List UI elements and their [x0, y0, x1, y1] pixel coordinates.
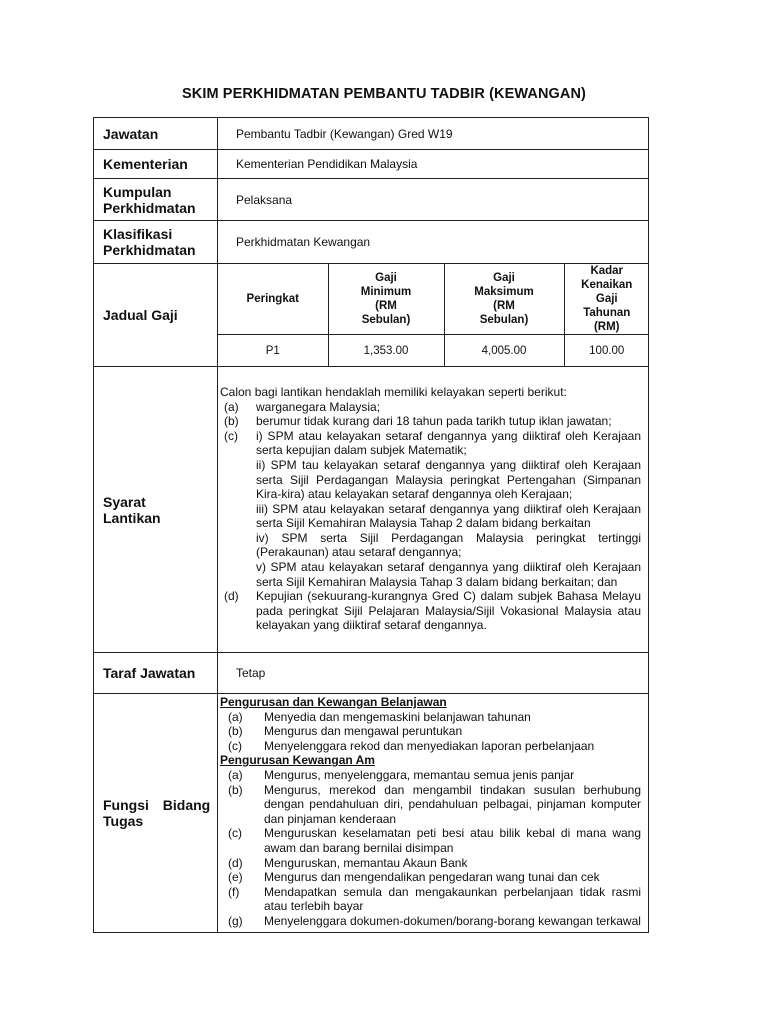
- syarat-intro: Calon bagi lantikan hendaklah memiliki kelayakan seperti berikut:: [220, 384, 567, 399]
- label-syarat-line2: Lantikan: [103, 509, 161, 526]
- syarat-text-a: warganegara Malaysia;: [256, 399, 381, 414]
- fungsi-item: [220, 710, 641, 725]
- fungsi-group-1: [220, 710, 641, 754]
- value-taraf-jawatan: Tetap: [218, 653, 649, 694]
- fungsi-item-text: Mendapatkan semula dan mengakaunkan perbelanjaan tidak rasmi atau terlebih bayar: [264, 884, 641, 914]
- syarat-marker-a: (a): [224, 399, 239, 414]
- fungsi-list: [218, 694, 648, 932]
- syarat-marker-c: (c): [224, 428, 238, 443]
- header-kadar-kenaikan: [564, 264, 649, 335]
- label-jadual-gaji: Jadual Gaji: [94, 264, 218, 367]
- fungsi-item: [220, 739, 641, 754]
- value-klasifikasi: Perkhidmatan Kewangan: [218, 221, 649, 264]
- fungsi-item-text: Menguruskan keselamatan peti besi atau bilik kebal di mana wang awam dan barang bernilai disimpan: [264, 826, 641, 855]
- syarat-c-iv: iv) SPM serta Sijil Perdagangan Malaysia peringkat tertinggi (Perakaunan) atau setaraf dengannya;: [256, 530, 641, 560]
- fungsi-item-marker: (b): [228, 782, 243, 797]
- header-kadar-l2: Kenaikan: [581, 279, 633, 291]
- row-jadual-gaji: [94, 264, 649, 367]
- label-fungsi: [94, 694, 218, 933]
- fungsi-item: [220, 768, 641, 783]
- fungsi-item: [220, 914, 641, 929]
- fungsi-heading-2: Pengurusan Kewangan Am: [220, 753, 375, 768]
- fungsi-item-marker: (d): [228, 855, 243, 870]
- fungsi-item-marker: (c): [228, 826, 242, 841]
- fungsi-item: [220, 783, 641, 827]
- fungsi-item-marker: (e): [228, 870, 243, 885]
- label-syarat-line1: Syarat: [103, 493, 146, 510]
- label-fungsi-line1: Fungsi Bidang: [103, 796, 211, 813]
- fungsi-item-text: Mengurus, menyelenggara, memantau semua jenis panjar: [264, 767, 575, 782]
- syarat-item-d: [220, 589, 641, 633]
- document-title: SKIM PERKHIDMATAN PEMBANTU TADBIR (KEWANGAN): [182, 86, 586, 102]
- syarat-c-ii: ii) SPM tau kelayakan setaraf dengannya yang diiktiraf oleh Kerajaan serta Sijil Perdagangan Malaysia peringkat Pertengahan (Simpanan Kira-kira) atau kelayakan setaraf dengannya oleh Kerajaan;: [256, 457, 641, 502]
- fungsi-item-text: Menyelenggara dokumen-dokumen/borang-borang kewangan terkawal: [264, 913, 641, 928]
- fungsi-item: [220, 826, 641, 855]
- fungsi-item-text: Menyedia dan mengemaskini belanjawan tahunan: [264, 709, 531, 724]
- header-gaji-minimum-l1: Gaji: [375, 272, 397, 284]
- fungsi-item-text: Mengurus dan mengawal peruntukan: [264, 724, 463, 739]
- fungsi-item: [220, 856, 641, 871]
- syarat-list: [218, 382, 648, 637]
- fungsi-item-marker: (a): [228, 767, 243, 782]
- syarat-item-b: [220, 414, 641, 429]
- syarat-text-c: [256, 429, 641, 590]
- syarat-marker-d: (d): [224, 589, 239, 604]
- value-gaji-maksimum: 4,005.00: [444, 335, 564, 367]
- syarat-content: [218, 367, 649, 653]
- salary-header-row: [218, 264, 649, 335]
- label-kumpulan: [94, 179, 218, 221]
- value-peringkat: P1: [265, 344, 280, 357]
- fungsi-content: [218, 694, 649, 933]
- label-klasifikasi-line2: Perkhidmatan: [103, 242, 196, 258]
- header-peringkat: [218, 264, 328, 335]
- fungsi-heading-1: Pengurusan dan Kewangan Belanjawan: [220, 695, 447, 709]
- header-gaji-maksimum-l3: (RM: [493, 300, 515, 312]
- syarat-marker-b: (b): [224, 414, 239, 429]
- salary-value-row: [218, 335, 649, 367]
- header-kadar-l1: Kadar: [590, 265, 624, 277]
- fungsi-item-text: Menguruskan, memantau Akaun Bank: [264, 855, 468, 870]
- row-syarat-lantikan: [94, 367, 649, 653]
- syarat-c-iii: iii) SPM atau kelayakan setaraf dengannya yang diiktiraf oleh Kerajaan serta Sijil Kemahiran Malaysia Tahap 2 dalam bidang berkaitan: [256, 501, 641, 531]
- header-gaji-maksimum-l4: Sebulan): [479, 314, 529, 326]
- fungsi-item-text: Menyelenggara rekod dan menyediakan laporan perbelanjaan: [264, 738, 595, 753]
- fungsi-item-marker: (a): [228, 709, 243, 724]
- syarat-item-a: [220, 400, 641, 415]
- row-taraf-jawatan: [94, 653, 649, 694]
- header-kadar-l5: (RM): [593, 321, 620, 333]
- syarat-c-v: v) SPM atau kelayakan setaraf dengannya yang diiktiraf oleh Kerajaan serta Sijil Kemahiran Malaysia Tahap 3 dalam bidang berkaitan; dan: [256, 560, 641, 589]
- value-kumpulan: Pelaksana: [218, 179, 649, 221]
- fungsi-item-marker: (f): [228, 884, 240, 899]
- fungsi-item-text: Mengurus, merekod dan mengambil tindakan susulan berhubung dengan pendahuluan diri, pendahuluan pelbagai, pinjaman komputer dan pinjaman kenderaan: [264, 782, 641, 826]
- header-kadar-l3: Gaji: [595, 293, 618, 305]
- fungsi-item: [220, 724, 641, 739]
- label-fungsi-line2: Tugas: [103, 812, 144, 829]
- label-syarat-lantikan: [94, 367, 218, 653]
- fungsi-group-2: [220, 768, 641, 929]
- value-kadar-kenaikan: 100.00: [564, 335, 649, 367]
- header-gaji-minimum-l2: Minimum: [360, 286, 412, 298]
- label-jawatan: Jawatan: [94, 118, 218, 150]
- header-kadar-l4: Tahunan: [583, 307, 631, 319]
- label-kumpulan-line1: Kumpulan: [103, 183, 172, 200]
- label-taraf-jawatan: Taraf Jawatan: [94, 653, 218, 694]
- salary-table: [218, 264, 649, 366]
- row-kumpulan: [94, 179, 649, 221]
- label-kumpulan-line2: Perkhidmatan: [103, 199, 196, 216]
- header-gaji-minimum-l3: (RM: [375, 300, 397, 312]
- value-jawatan: Pembantu Tadbir (Kewangan) Gred W19: [218, 118, 649, 150]
- syarat-text-b: berumur tidak kurang dari 18 tahun pada tarikh tutup iklan jawatan;: [256, 414, 612, 429]
- fungsi-item: [220, 885, 641, 914]
- value-gaji-minimum: 1,353.00: [328, 335, 444, 367]
- header-gaji-maksimum: [444, 264, 564, 335]
- row-klasifikasi: [94, 221, 649, 264]
- row-kementerian: [94, 150, 649, 179]
- label-klasifikasi-line1: Klasifikasi: [103, 226, 173, 242]
- fungsi-item-marker: (b): [228, 724, 243, 739]
- syarat-text-d: Kepujian (sekuurang-kurangnya Gred C) dalam subjek Bahasa Melayu pada peringkat Sijil Pelajaran Malaysia/Sijil Vokasional Malaysia atau kelayakan yang diiktiraf setaraf dengannya.: [256, 589, 641, 633]
- header-gaji-maksimum-l1: Gaji: [493, 272, 515, 284]
- header-gaji-maksimum-l2: Maksimum: [474, 286, 534, 298]
- value-kementerian: Kementerian Pendidikan Malaysia: [218, 150, 649, 179]
- fungsi-item: [220, 870, 641, 885]
- row-jawatan: [94, 118, 649, 150]
- fungsi-item-marker: (c): [228, 738, 242, 753]
- fungsi-item-text: Mengurus dan mengendalikan pengedaran wang tunai dan cek: [264, 870, 600, 885]
- salary-cell: [218, 264, 649, 367]
- syarat-c-i: i) SPM atau kelayakan setaraf dengannya yang diiktiraf oleh Kerajaan serta kepujian dalam subjek Matematik;: [256, 428, 641, 458]
- header-peringkat-l1: Peringkat: [246, 293, 299, 305]
- row-fungsi-bidang-tugas: [94, 694, 649, 933]
- fungsi-item-marker: (g): [228, 913, 243, 928]
- scheme-table: [93, 117, 649, 933]
- header-gaji-minimum: [328, 264, 444, 335]
- label-klasifikasi: [94, 221, 218, 264]
- label-kementerian: Kementerian: [94, 150, 218, 179]
- header-gaji-minimum-l4: Sebulan): [361, 314, 411, 326]
- syarat-item-c: [220, 429, 641, 590]
